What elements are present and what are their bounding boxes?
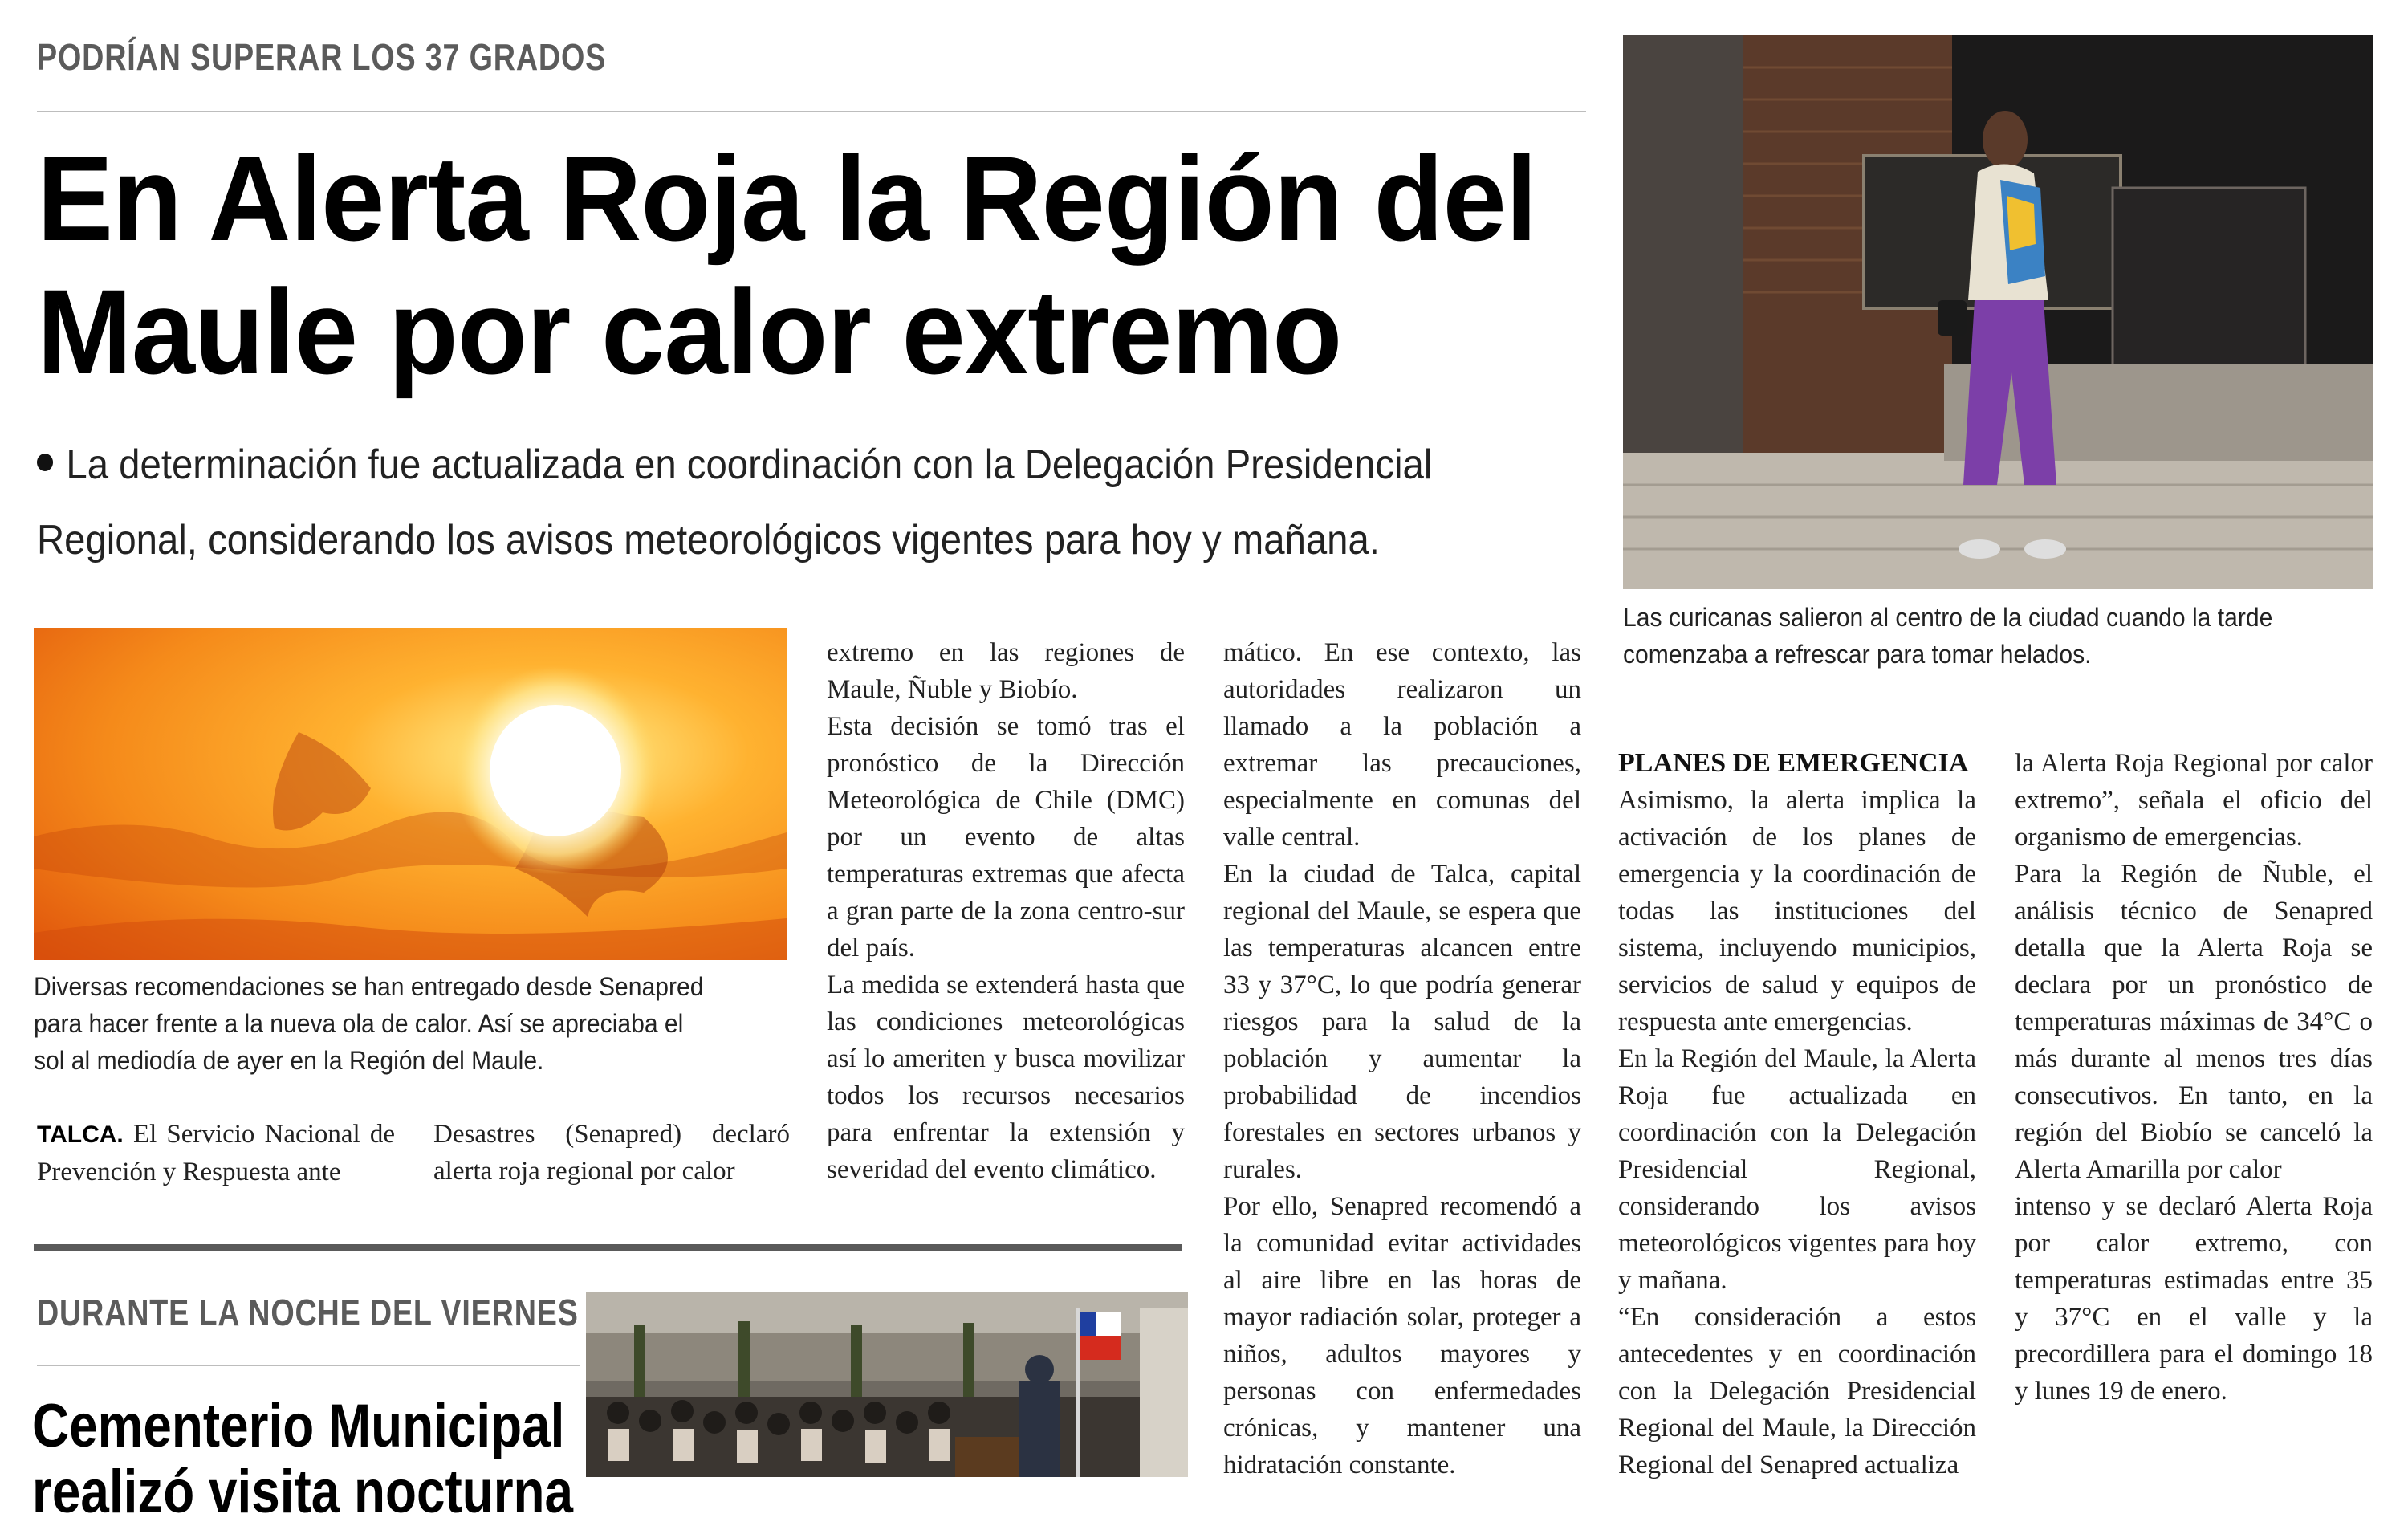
ceremony-photo-graphic — [586, 1292, 1188, 1477]
col3-para-1: extremo en las regiones de Maule, Ñuble y Biobío. — [827, 638, 1185, 704]
photo-caption-line-2: comenzaba a refrescar para tomar helados. — [1623, 640, 2092, 669]
kicker-divider — [37, 111, 1586, 112]
col5-para-3: “En consideración a estos antecedentes y en coordinación con la Delegación Presidencial Regional del Maule, la Dirección Regional del Senapred actualiza — [1618, 1303, 1976, 1479]
sun-caption-line-3: sol al mediodía de ayer en la Región del Maule. — [34, 1046, 544, 1075]
col4-para-1: mático. En ese contexto, las autoridades realizaron un llamado a la población a extremar las precauciones, especialmente en comunas del valle central. — [1223, 638, 1581, 852]
street-photo-graphic — [1623, 35, 2373, 589]
body-column-2 — [433, 1116, 790, 1193]
deck-line-1: La determinación fue actualizada en coordinación con la Delegación Presidencial — [37, 427, 1432, 503]
headline-line-1: En Alerta Roja la Región del — [37, 131, 1537, 266]
body-column-6 — [2015, 745, 2373, 1459]
col3-para-3: La medida se extenderá hasta que las condiciones meteorológicas así lo ameriten y busca movilizar todos los recursos necesarios para enfrentar la extensión y severidad del evento climático. — [827, 971, 1185, 1184]
col3-para-2: Esta decisión se tomó tras el pronóstico de la Dirección Meteorológica de Chile (DMC) por un evento de altas temperaturas extremas que afecta a gran parte de la zona centro-sur del país. — [827, 712, 1185, 962]
photo-caption-line-1: Las curicanas salieron al centro de la ciudad cuando la tarde — [1623, 603, 2273, 632]
sun-caption-line-1: Diversas recomendaciones se han entregado desde Senapred — [34, 972, 704, 1001]
body-column-2-text: Desastres (Senapred) declaró alerta roja regional por calor — [433, 1120, 790, 1186]
second-headline-line-2: realizó visita nocturna — [32, 1458, 574, 1526]
col6-para-2: Para la Región de Ñuble, el análisis técnico de Senapred detalla que la Alerta Roja se declara por un pronóstico de temperaturas máximas de 34°C o más durante al menos tres días consecutivos. En tanto, en la región del Biobío se canceló la Alerta Amarilla por calor — [2015, 860, 2373, 1184]
section-divider — [34, 1244, 1182, 1251]
headline-line-2: Maule por calor extremo — [37, 264, 1342, 399]
body-column-1-text: El Servicio Nacional de Prevención y Respuesta ante — [37, 1120, 395, 1186]
deck-line-2: Regional, considerando los avisos meteorológicos vigentes para hoy y mañana. — [37, 517, 1380, 564]
sun-photo — [34, 628, 787, 960]
col5-para-2: En la Región del Maule, la Alerta Roja fue actualizada en coordinación con la Delegación Presidencial Regional, considerando los avisos meteorológicos vigentes para hoy y mañana. — [1618, 1044, 1976, 1295]
second-headline-line-1: Cementerio Municipal — [32, 1392, 565, 1460]
section-subhead: PLANES DE EMERGENCIA — [1618, 748, 1969, 778]
body-column-3 — [827, 634, 1185, 1196]
col6-para-1: la Alerta Roja Regional por calor extremo”, señala el oficio del organismo de emergencias. — [2015, 749, 2373, 852]
col4-para-3: Por ello, Senapred recomendó a la comunidad evitar actividades al aire libre en las horas de mayor radiación solar, proteger a niños, adultos mayores y personas con enfermedades crónicas, y mantener una hidratación constante. — [1223, 1192, 1581, 1479]
ceremony-photo — [586, 1292, 1188, 1477]
second-kicker: DURANTE LA NOCHE DEL VIERNES — [37, 1292, 579, 1333]
body-column-5 — [1618, 745, 1976, 1479]
body-column-4 — [1223, 634, 1581, 1479]
col4-para-2: En la ciudad de Talca, capital regional del Maule, se espera que las temperaturas alcancen entre 33 y 37°C, lo que podría generar riesgos para la salud de la población y aumentar la probabilidad de incendios forestales en sectores urbanos y rurales. — [1223, 860, 1581, 1184]
sun-photo-graphic — [34, 628, 787, 960]
bullet-icon — [37, 454, 53, 471]
dateline: TALCA. — [37, 1121, 124, 1148]
kicker: PODRÍAN SUPERAR LOS 37 GRADOS — [37, 36, 607, 78]
col6-para-3: intenso y se declaró Alerta Roja por calor extremo, con temperaturas estimadas entre 35 y 37°C en el valle y la precordillera para el domingo 18 y lunes 19 de enero. — [2015, 1192, 2373, 1406]
second-kicker-divider — [37, 1365, 580, 1366]
col5-para-1: Asimismo, la alerta implica la activación de los planes de emergencia y la coordinación de todas las instituciones del sistema, incluyendo municipios, servicios de salud y equipos de respuesta ante emergencias. — [1618, 786, 1976, 1036]
body-column-1 — [37, 1116, 395, 1193]
street-photo — [1623, 35, 2373, 589]
sun-caption-line-2: para hacer frente a la nueva ola de calor. Así se apreciaba el — [34, 1009, 684, 1038]
